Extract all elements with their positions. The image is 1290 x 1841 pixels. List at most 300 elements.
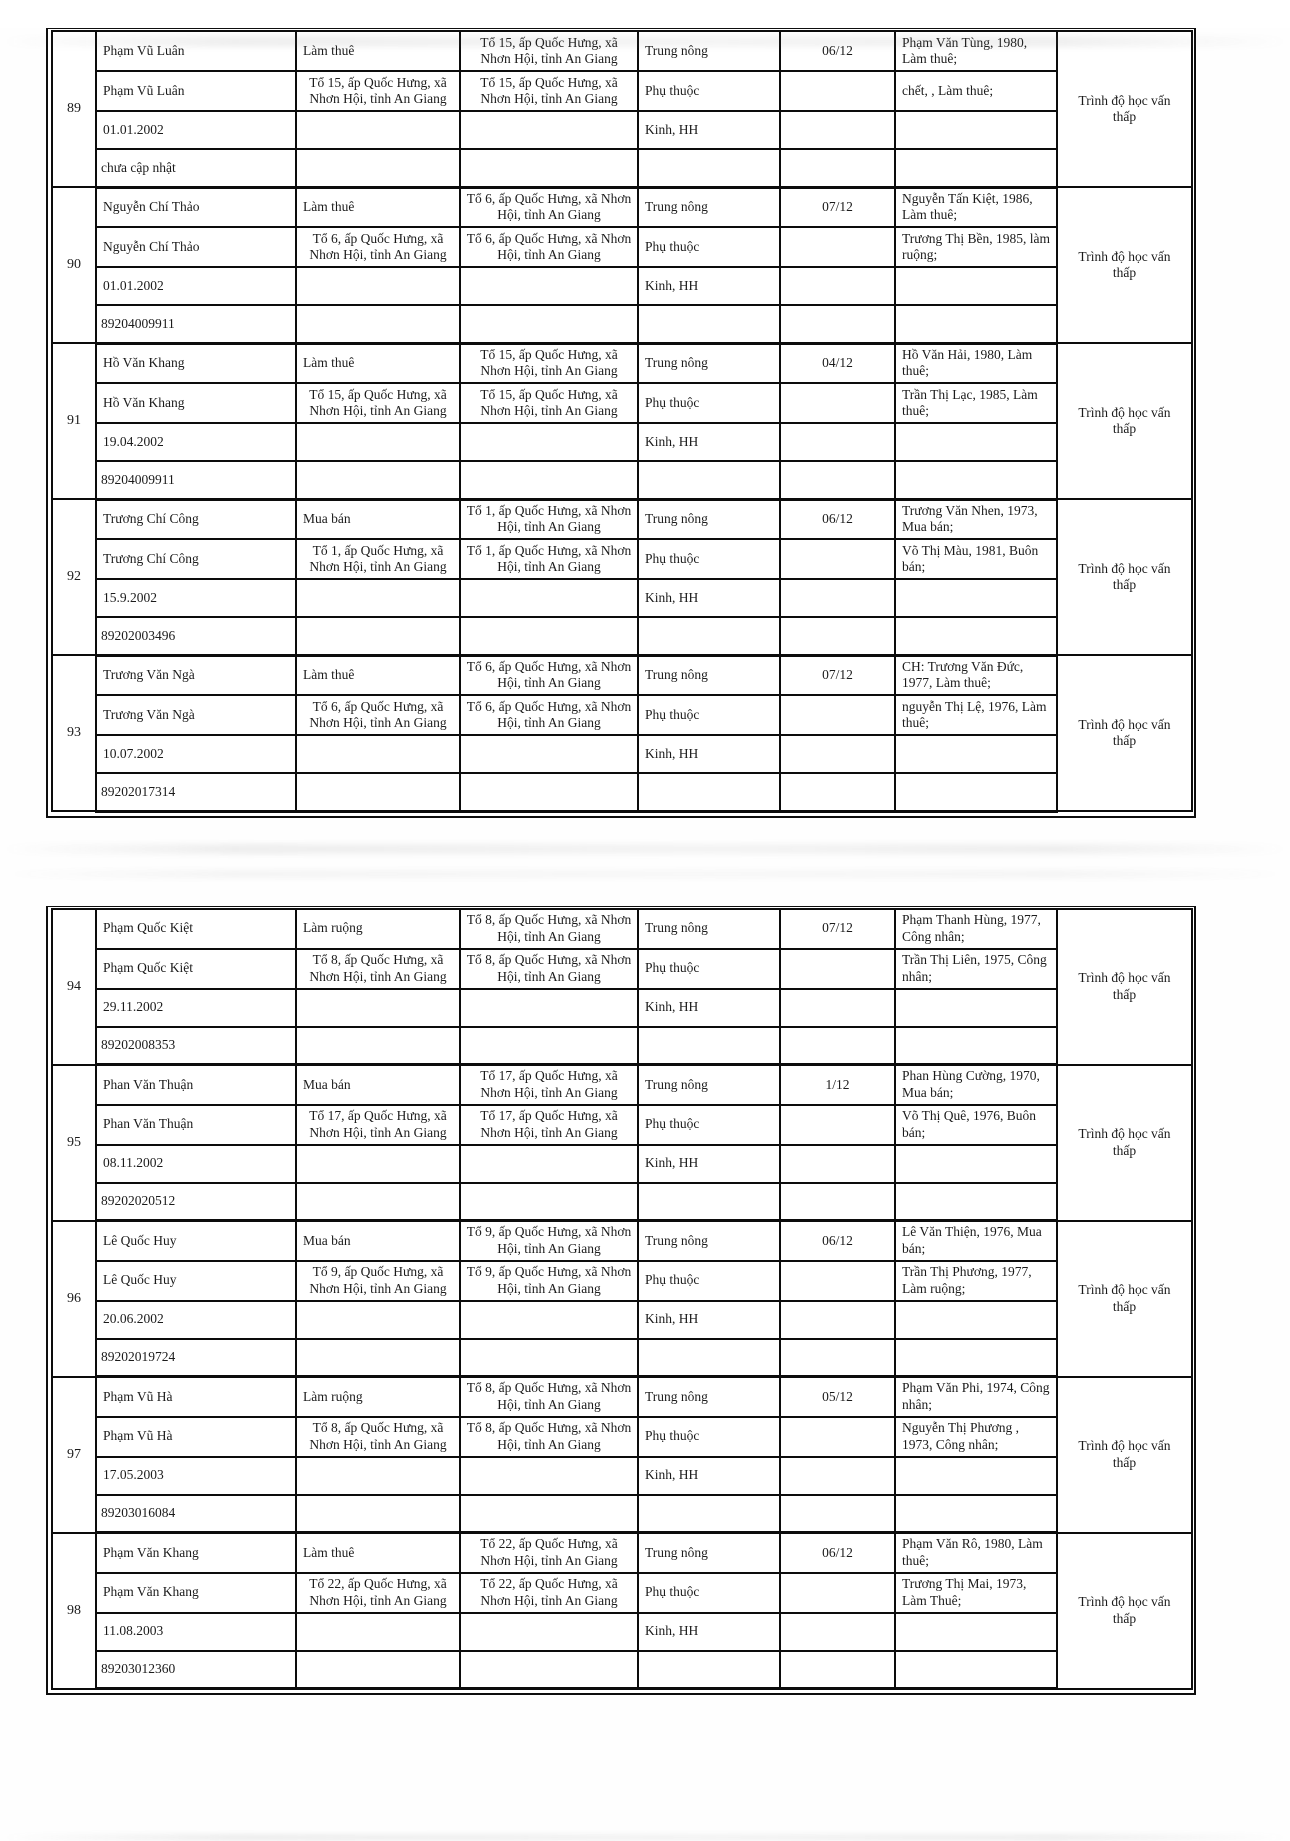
record-row-main [52,343,1192,383]
record-row-main [52,499,1192,539]
record-ethnic: Kinh, HH [638,989,780,1027]
record-date: 15.9.2002 [96,579,296,617]
empty-cell [638,617,780,655]
record-address: Tổ 6, ấp Quốc Hưng, xã Nhơn Hội, tỉnh An Giang [460,655,638,695]
record-number: 98 [52,1533,96,1689]
empty-cell [780,773,895,811]
empty-cell [780,423,895,461]
record-row-id [52,1651,1192,1689]
empty-cell [780,305,895,343]
empty-cell [780,149,895,187]
record-dependent-status: Phụ thuộc [638,227,780,267]
empty-cell [296,579,460,617]
record-fraction: 05/12 [780,1377,895,1417]
empty-cell [460,1651,638,1689]
record-relative-2: Trần Thị Lạc, 1985, Làm thuê; [895,383,1057,423]
empty-cell [638,461,780,499]
record-row-date [52,1301,1192,1339]
record-row-main [52,1377,1192,1417]
record-address-repeat: Tổ 8, ấp Quốc Hưng, xã Nhơn Hội, tỉnh An Giang [296,949,460,989]
empty-cell [780,1027,895,1065]
record-row-date [52,111,1192,149]
empty-cell [895,1145,1057,1183]
record-relative-1: CH: Trương Văn Đức, 1977, Làm thuê; [895,655,1057,695]
record-id: 89204009911 [96,305,296,343]
record-name: Phạm Vũ Hà [96,1377,296,1417]
record-number: 96 [52,1221,96,1377]
record-education: Trình độ học vấn thấp [1057,499,1192,655]
record-relative-1: Phạm Văn Phi, 1974, Công nhân; [895,1377,1057,1417]
record-ethnic: Kinh, HH [638,111,780,149]
record-name-repeat: Phạm Quốc Kiệt [96,949,296,989]
records-table-block-2 [46,906,1196,1696]
empty-cell [296,1495,460,1533]
record-row-main [52,1065,1192,1105]
record-class: Trung nông [638,1221,780,1261]
empty-cell [296,989,460,1027]
record-id: 89203016084 [96,1495,296,1533]
record-name: Hồ Văn Khang [96,343,296,383]
empty-cell [780,539,895,579]
record-ethnic: Kinh, HH [638,735,780,773]
empty-cell [780,989,895,1027]
record-id: 89202008353 [96,1027,296,1065]
record-class: Trung nông [638,343,780,383]
empty-cell [638,149,780,187]
record-row-date [52,579,1192,617]
record-row-id [52,773,1192,811]
record-row-secondary [52,1573,1192,1613]
empty-cell [460,1027,638,1065]
page-gap [0,818,1290,906]
empty-cell [460,579,638,617]
record-relative-1: Nguyễn Tấn Kiệt, 1986, Làm thuê; [895,187,1057,227]
record-row-date [52,1457,1192,1495]
record-row-secondary [52,1417,1192,1457]
empty-cell [460,461,638,499]
record-occupation: Mua bán [296,499,460,539]
empty-cell [460,1301,638,1339]
empty-cell [780,695,895,735]
record-ethnic: Kinh, HH [638,1301,780,1339]
empty-cell [780,1105,895,1145]
empty-cell [895,617,1057,655]
record-row-date [52,423,1192,461]
empty-cell [460,1457,638,1495]
empty-cell [895,267,1057,305]
record-row-secondary [52,1261,1192,1301]
empty-cell [460,989,638,1027]
record-id: 89202017314 [96,773,296,811]
record-date: 01.01.2002 [96,111,296,149]
record-relative-2: Võ Thị Màu, 1981, Buôn bán; [895,539,1057,579]
empty-cell [296,461,460,499]
empty-cell [780,1145,895,1183]
record-row-date [52,1613,1192,1651]
record-education: Trình độ học vấn thấp [1057,31,1192,187]
record-fraction: 07/12 [780,655,895,695]
record-row-id [52,1027,1192,1065]
empty-cell [895,773,1057,811]
record-education: Trình độ học vấn thấp [1057,655,1192,811]
record-name-repeat: Phạm Vũ Luân [96,71,296,111]
empty-cell [460,149,638,187]
empty-cell [895,1457,1057,1495]
record-address-repeat: Tổ 15, ấp Quốc Hưng, xã Nhơn Hội, tỉnh An Giang [460,383,638,423]
empty-cell [296,617,460,655]
empty-cell [638,1183,780,1221]
record-date: 19.04.2002 [96,423,296,461]
record-id: 89203012360 [96,1651,296,1689]
record-address-repeat: Tổ 6, ấp Quốc Hưng, xã Nhơn Hội, tỉnh An Giang [460,227,638,267]
record-address: Tổ 15, ấp Quốc Hưng, xã Nhơn Hội, tỉnh An Giang [460,31,638,71]
empty-cell [780,1651,895,1689]
empty-cell [296,1145,460,1183]
record-address-repeat: Tổ 22, ấp Quốc Hưng, xã Nhơn Hội, tỉnh An Giang [460,1573,638,1613]
empty-cell [638,305,780,343]
scanned-document-page [0,28,1290,1841]
empty-cell [780,617,895,655]
empty-cell [780,71,895,111]
record-row-secondary [52,539,1192,579]
record-row-id [52,1339,1192,1377]
record-ethnic: Kinh, HH [638,1613,780,1651]
record-address-repeat: Tổ 15, ấp Quốc Hưng, xã Nhơn Hội, tỉnh An Giang [296,71,460,111]
record-number: 97 [52,1377,96,1533]
empty-cell [895,989,1057,1027]
record-row-date [52,735,1192,773]
record-occupation: Làm ruộng [296,909,460,949]
empty-cell [638,1651,780,1689]
record-name: Trương Văn Ngà [96,655,296,695]
empty-cell [780,111,895,149]
record-education: Trình độ học vấn thấp [1057,187,1192,343]
record-address: Tổ 1, ấp Quốc Hưng, xã Nhơn Hội, tỉnh An Giang [460,499,638,539]
record-row-date [52,989,1192,1027]
record-row-id [52,1183,1192,1221]
record-number: 93 [52,655,96,811]
record-education: Trình độ học vấn thấp [1057,343,1192,499]
record-date: 11.08.2003 [96,1613,296,1651]
record-relative-1: Phạm Thanh Hùng, 1977, Công nhân; [895,909,1057,949]
empty-cell [780,1261,895,1301]
record-number: 94 [52,909,96,1065]
record-id: chưa cập nhật [96,149,296,187]
empty-cell [780,1613,895,1651]
empty-cell [460,1495,638,1533]
record-ethnic: Kinh, HH [638,423,780,461]
record-relative-2: Võ Thị Quê, 1976, Buôn bán; [895,1105,1057,1145]
record-relative-2: nguyễn Thị Lệ, 1976, Làm thuê; [895,695,1057,735]
empty-cell [780,1495,895,1533]
record-dependent-status: Phụ thuộc [638,1417,780,1457]
empty-cell [460,1145,638,1183]
record-id: 89202020512 [96,1183,296,1221]
empty-cell [780,1417,895,1457]
record-fraction: 06/12 [780,1533,895,1573]
empty-cell [780,1457,895,1495]
record-fraction: 07/12 [780,187,895,227]
empty-cell [460,735,638,773]
record-name-repeat: Phạm Văn Khang [96,1573,296,1613]
empty-cell [296,1457,460,1495]
empty-cell [895,1495,1057,1533]
empty-cell [895,1651,1057,1689]
empty-cell [780,1301,895,1339]
record-ethnic: Kinh, HH [638,1457,780,1495]
record-address-repeat: Tổ 8, ấp Quốc Hưng, xã Nhơn Hội, tỉnh An Giang [296,1417,460,1457]
empty-cell [780,949,895,989]
record-relative-1: Lê Văn Thiện, 1976, Mua bán; [895,1221,1057,1261]
empty-cell [780,267,895,305]
record-address: Tổ 8, ấp Quốc Hưng, xã Nhơn Hội, tỉnh An Giang [460,909,638,949]
empty-cell [296,111,460,149]
record-ethnic: Kinh, HH [638,267,780,305]
empty-cell [895,111,1057,149]
record-number: 90 [52,187,96,343]
record-address-repeat: Tổ 6, ấp Quốc Hưng, xã Nhơn Hội, tỉnh An Giang [296,695,460,735]
record-row-main [52,187,1192,227]
record-address-repeat: Tổ 1, ấp Quốc Hưng, xã Nhơn Hội, tỉnh An Giang [460,539,638,579]
empty-cell [895,1613,1057,1651]
record-class: Trung nông [638,909,780,949]
record-address: Tổ 22, ấp Quốc Hưng, xã Nhơn Hội, tỉnh An Giang [460,1533,638,1573]
record-education: Trình độ học vấn thấp [1057,1065,1192,1221]
record-row-secondary [52,227,1192,267]
empty-cell [780,461,895,499]
record-number: 92 [52,499,96,655]
empty-cell [780,1183,895,1221]
empty-cell [296,1301,460,1339]
empty-cell [780,579,895,617]
empty-cell [296,423,460,461]
record-class: Trung nông [638,31,780,71]
record-relative-2: Trần Thị Liên, 1975, Công nhân; [895,949,1057,989]
record-occupation: Làm thuê [296,31,460,71]
record-address-repeat: Tổ 1, ấp Quốc Hưng, xã Nhơn Hội, tỉnh An Giang [296,539,460,579]
record-relative-1: Phạm Văn Rô, 1980, Làm thuê; [895,1533,1057,1573]
record-address-repeat: Tổ 15, ấp Quốc Hưng, xã Nhơn Hội, tỉnh An Giang [296,383,460,423]
empty-cell [296,1183,460,1221]
empty-cell [296,267,460,305]
record-address: Tổ 15, ấp Quốc Hưng, xã Nhơn Hội, tỉnh An Giang [460,343,638,383]
empty-cell [780,227,895,267]
record-fraction: 1/12 [780,1065,895,1105]
record-name-repeat: Lê Quốc Huy [96,1261,296,1301]
record-name: Lê Quốc Huy [96,1221,296,1261]
record-class: Trung nông [638,1377,780,1417]
record-fraction: 06/12 [780,31,895,71]
empty-cell [780,735,895,773]
record-row-id [52,1495,1192,1533]
record-fraction: 04/12 [780,343,895,383]
record-name: Trương Chí Công [96,499,296,539]
record-dependent-status: Phụ thuộc [638,695,780,735]
record-occupation: Làm thuê [296,343,460,383]
record-address-repeat: Tổ 8, ấp Quốc Hưng, xã Nhơn Hội, tỉnh An Giang [460,1417,638,1457]
record-address-repeat: Tổ 17, ấp Quốc Hưng, xã Nhơn Hội, tỉnh An Giang [296,1105,460,1145]
record-class: Trung nông [638,187,780,227]
record-name: Phạm Vũ Luân [96,31,296,71]
empty-cell [638,773,780,811]
empty-cell [895,1339,1057,1377]
record-date: 17.05.2003 [96,1457,296,1495]
record-ethnic: Kinh, HH [638,579,780,617]
empty-cell [895,149,1057,187]
household-records-table-1 [51,30,1193,813]
empty-cell [296,1613,460,1651]
record-name-repeat: Nguyễn Chí Thảo [96,227,296,267]
record-row-secondary [52,949,1192,989]
record-relative-1: Phạm Văn Tùng, 1980, Làm thuê; [895,31,1057,71]
record-fraction: 07/12 [780,909,895,949]
empty-cell [895,735,1057,773]
empty-cell [780,383,895,423]
record-row-secondary [52,71,1192,111]
record-relative-2: Trương Thị Mai, 1973, Làm Thuê; [895,1573,1057,1613]
empty-cell [296,1339,460,1377]
empty-cell [895,305,1057,343]
record-fraction: 06/12 [780,499,895,539]
record-education: Trình độ học vấn thấp [1057,1221,1192,1377]
record-address-repeat: Tổ 22, ấp Quốc Hưng, xã Nhơn Hội, tỉnh An Giang [296,1573,460,1613]
record-address-repeat: Tổ 9, ấp Quốc Hưng, xã Nhơn Hội, tỉnh An Giang [296,1261,460,1301]
record-name: Phạm Quốc Kiệt [96,909,296,949]
record-name-repeat: Hồ Văn Khang [96,383,296,423]
empty-cell [895,1301,1057,1339]
record-education: Trình độ học vấn thấp [1057,1533,1192,1689]
record-address-repeat: Tổ 15, ấp Quốc Hưng, xã Nhơn Hội, tỉnh An Giang [460,71,638,111]
empty-cell [460,773,638,811]
record-relative-2: Trần Thị Phương, 1977, Làm ruộng; [895,1261,1057,1301]
record-class: Trung nông [638,1533,780,1573]
record-dependent-status: Phụ thuộc [638,539,780,579]
record-row-date [52,267,1192,305]
record-number: 89 [52,31,96,187]
empty-cell [460,1339,638,1377]
record-address-repeat: Tổ 6, ấp Quốc Hưng, xã Nhơn Hội, tỉnh An Giang [296,227,460,267]
scan-artifact [0,870,1290,878]
record-address: Tổ 6, ấp Quốc Hưng, xã Nhơn Hội, tỉnh An Giang [460,187,638,227]
record-number: 95 [52,1065,96,1221]
record-number: 91 [52,343,96,499]
record-row-main [52,655,1192,695]
record-relative-2: chết, , Làm thuê; [895,71,1057,111]
empty-cell [895,579,1057,617]
record-id: 89204009911 [96,461,296,499]
record-row-main [52,909,1192,949]
record-name: Phan Văn Thuận [96,1065,296,1105]
record-relative-1: Phan Hùng Cường, 1970, Mua bán; [895,1065,1057,1105]
empty-cell [460,267,638,305]
record-row-id [52,305,1192,343]
record-date: 08.11.2002 [96,1145,296,1183]
empty-cell [460,617,638,655]
record-address-repeat: Tổ 8, ấp Quốc Hưng, xã Nhơn Hội, tỉnh An Giang [460,949,638,989]
record-row-id [52,617,1192,655]
record-name-repeat: Trương Chí Công [96,539,296,579]
record-name-repeat: Phan Văn Thuận [96,1105,296,1145]
record-row-secondary [52,1105,1192,1145]
record-dependent-status: Phụ thuộc [638,949,780,989]
record-row-main [52,31,1192,71]
record-class: Trung nông [638,499,780,539]
empty-cell [895,1183,1057,1221]
empty-cell [638,1339,780,1377]
record-row-secondary [52,695,1192,735]
record-address: Tổ 17, ấp Quốc Hưng, xã Nhơn Hội, tỉnh An Giang [460,1065,638,1105]
empty-cell [895,461,1057,499]
record-occupation: Mua bán [296,1221,460,1261]
record-dependent-status: Phụ thuộc [638,1261,780,1301]
records-table-block-1 [46,28,1196,818]
empty-cell [895,423,1057,461]
record-address-repeat: Tổ 6, ấp Quốc Hưng, xã Nhơn Hội, tỉnh An Giang [460,695,638,735]
record-name-repeat: Phạm Vũ Hà [96,1417,296,1457]
record-dependent-status: Phụ thuộc [638,71,780,111]
record-occupation: Làm thuê [296,655,460,695]
record-row-id [52,461,1192,499]
record-class: Trung nông [638,655,780,695]
record-fraction: 06/12 [780,1221,895,1261]
empty-cell [296,149,460,187]
empty-cell [638,1495,780,1533]
record-address: Tổ 8, ấp Quốc Hưng, xã Nhơn Hội, tỉnh An Giang [460,1377,638,1417]
empty-cell [780,1339,895,1377]
record-dependent-status: Phụ thuộc [638,383,780,423]
scan-artifact [0,844,1290,854]
empty-cell [460,111,638,149]
record-occupation: Mua bán [296,1065,460,1105]
record-dependent-status: Phụ thuộc [638,1105,780,1145]
scan-artifact [0,1835,1290,1840]
record-row-id [52,149,1192,187]
empty-cell [296,1651,460,1689]
record-row-main [52,1221,1192,1261]
empty-cell [460,305,638,343]
record-date: 01.01.2002 [96,267,296,305]
record-name: Nguyễn Chí Thảo [96,187,296,227]
record-name: Phạm Văn Khang [96,1533,296,1573]
record-relative-2: Nguyễn Thị Phương , 1973, Công nhân; [895,1417,1057,1457]
record-row-date [52,1145,1192,1183]
record-education: Trình độ học vấn thấp [1057,909,1192,1065]
record-address-repeat: Tổ 9, ấp Quốc Hưng, xã Nhơn Hội, tỉnh An Giang [460,1261,638,1301]
household-records-table-2 [51,908,1193,1691]
record-name-repeat: Trương Văn Ngà [96,695,296,735]
record-date: 29.11.2002 [96,989,296,1027]
record-id: 89202003496 [96,617,296,655]
empty-cell [296,1027,460,1065]
record-id: 89202019724 [96,1339,296,1377]
record-dependent-status: Phụ thuộc [638,1573,780,1613]
empty-cell [296,735,460,773]
empty-cell [460,1613,638,1651]
empty-cell [460,423,638,461]
record-occupation: Làm ruộng [296,1377,460,1417]
record-relative-1: Trương Văn Nhen, 1973, Mua bán; [895,499,1057,539]
empty-cell [296,773,460,811]
record-ethnic: Kinh, HH [638,1145,780,1183]
empty-cell [460,1183,638,1221]
record-date: 20.06.2002 [96,1301,296,1339]
record-class: Trung nông [638,1065,780,1105]
record-address-repeat: Tổ 17, ấp Quốc Hưng, xã Nhơn Hội, tỉnh An Giang [460,1105,638,1145]
empty-cell [895,1027,1057,1065]
record-address: Tổ 9, ấp Quốc Hưng, xã Nhơn Hội, tỉnh An Giang [460,1221,638,1261]
record-row-main [52,1533,1192,1573]
empty-cell [638,1027,780,1065]
